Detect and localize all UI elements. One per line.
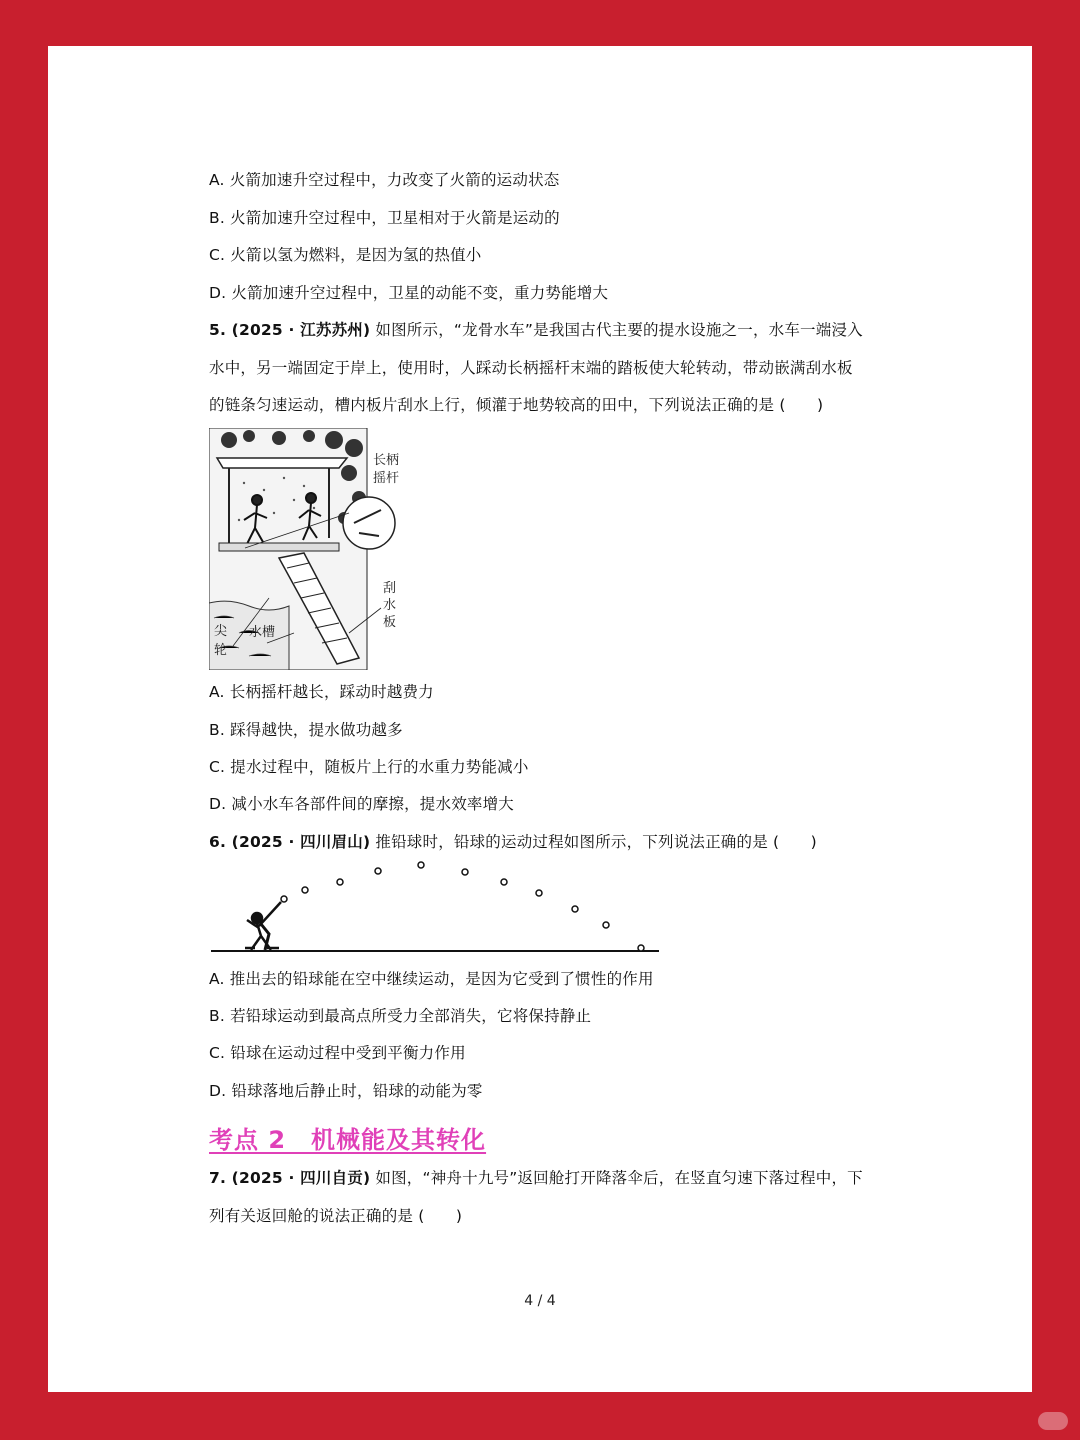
- q5-stem-text: 如图所示，“龙骨水车”是我国古代主要的提水设施之一，水车一端浸入: [370, 321, 863, 339]
- q5-stem-line1: [209, 320, 863, 340]
- q7-stem-line2: 列有关返回舱的说法正确的是 ( ): [209, 1207, 463, 1225]
- q5-option-d: D. 减小水车各部件间的摩擦，提水效率增大: [209, 795, 514, 813]
- q7-stem-text: 如图，“神舟十九号”返回舱打开降落伞后，在竖直匀速下落过程中，下: [370, 1169, 863, 1187]
- ball-position-9: [572, 906, 578, 912]
- q6-number: 6. (2025 · 四川眉山): [209, 833, 371, 851]
- athlete: [245, 902, 281, 950]
- ball-position-1: [281, 896, 287, 902]
- q4-option-c: C. 火箭以氢为燃料，是因为氢的热值小: [209, 246, 482, 264]
- ball-position-6: [462, 869, 468, 875]
- q5-option-c: C. 提水过程中，随板片上行的水重力势能减小: [209, 758, 529, 776]
- q6-option-c: C. 铅球在运动过程中受到平衡力作用: [209, 1044, 466, 1062]
- ball-position-4: [375, 868, 381, 874]
- shot-put-trajectory-figure: [209, 858, 669, 958]
- q7-number: 7. (2025 · 四川自贡): [209, 1169, 371, 1187]
- label-crank-1: 长柄: [373, 453, 399, 468]
- document-page: [48, 46, 1032, 1392]
- q6-option-a: A. 推出去的铅球能在空中继续运动，是因为它受到了惯性的作用: [209, 970, 654, 988]
- q5-option-a: A. 长柄摇杆越长，踩动时越费力: [209, 683, 434, 701]
- q5-option-b: B. 踩得越快，提水做功越多: [209, 721, 403, 739]
- q4-option-d: D. 火箭加速升空过程中，卫星的动能不变，重力势能增大: [209, 284, 609, 302]
- label-trough: 水槽: [249, 625, 276, 640]
- q6-stem-text: 推铅球时，铅球的运动过程如图所示，下列说法正确的是 ( ): [370, 833, 817, 851]
- section-title: 考点 2 机械能及其转化: [209, 1126, 487, 1154]
- label-wheel-1: 尖: [214, 624, 228, 639]
- label-crank-2: 摇杆: [373, 471, 399, 486]
- ball-position-2: [302, 887, 308, 893]
- ball-position-11: [638, 945, 644, 951]
- q5-stem-line3: 的链条匀速运动，槽内板片刮水上行，倾灌于地势较高的田中，下列说法正确的是 ( ): [209, 396, 824, 414]
- q6-option-d: D. 铅球落地后静止时，铅球的动能为零: [209, 1082, 483, 1100]
- q7-stem-line1: [209, 1168, 863, 1188]
- q4-option-a: A. 火箭加速升空过程中，力改变了火箭的运动状态: [209, 171, 560, 189]
- ball-position-3: [337, 879, 343, 885]
- label-scraper-2: 水: [383, 598, 397, 613]
- watermark-badge: [1038, 1412, 1068, 1430]
- ball-position-7: [501, 879, 507, 885]
- dragon-bone-waterwheel-figure: [209, 428, 399, 670]
- q4-option-b: B. 火箭加速升空过程中，卫星相对于火箭是运动的: [209, 209, 560, 227]
- q5-stem-line2: 水中，另一端固定于岸上，使用时，人踩动长柄摇杆末端的踏板使大轮转动，带动嵌满刮水板: [209, 359, 853, 377]
- q5-number: 5. (2025 · 江苏苏州): [209, 321, 371, 339]
- ball-position-10: [603, 922, 609, 928]
- page-number: 4 / 4: [524, 1293, 556, 1309]
- ball-position-5: [418, 862, 424, 868]
- q6-stem-line1: [209, 832, 817, 852]
- q6-option-b: B. 若铅球运动到最高点所受力全部消失，它将保持静止: [209, 1007, 592, 1025]
- label-scraper-1: 刮: [383, 581, 397, 596]
- label-wheel-2: 轮: [214, 643, 228, 658]
- ball-position-8: [536, 890, 542, 896]
- label-scraper-3: 板: [383, 615, 397, 630]
